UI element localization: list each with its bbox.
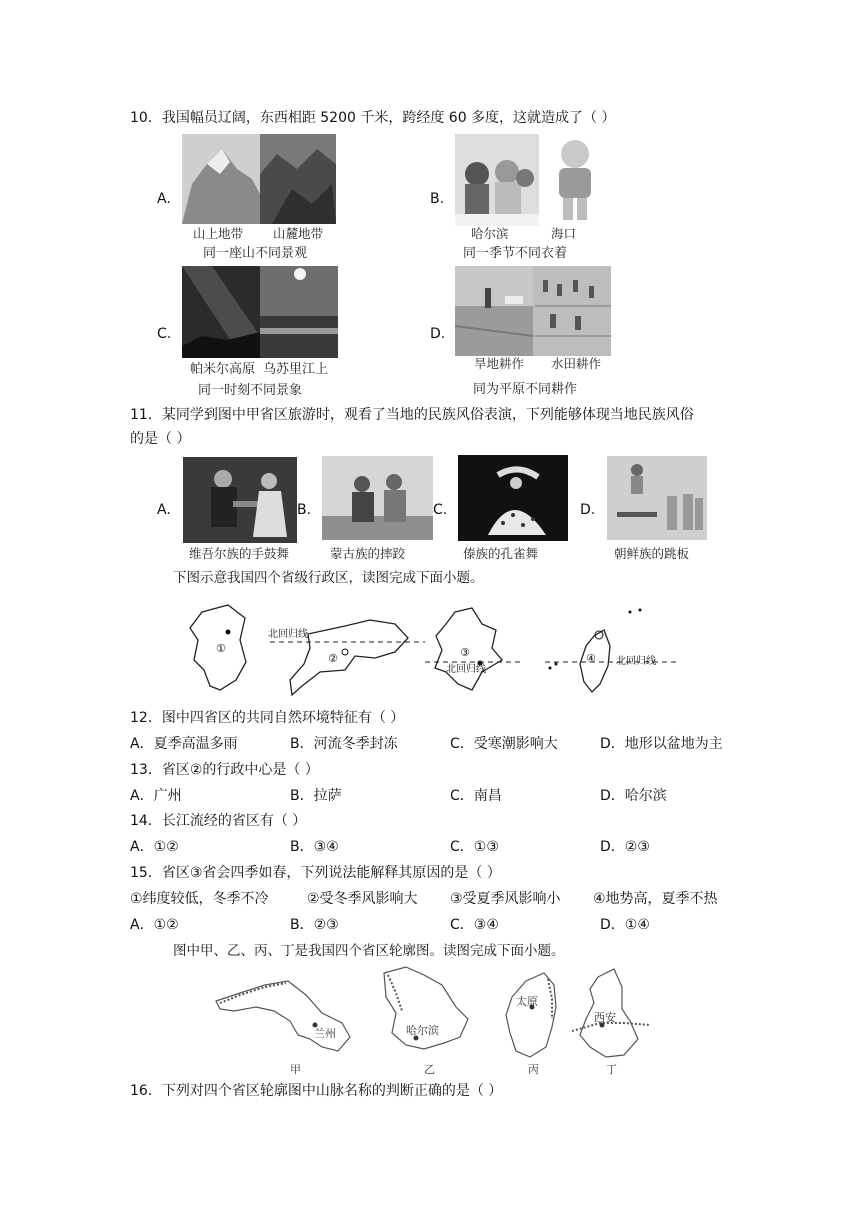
q11-option-c-letter[interactable]: C.: [433, 502, 448, 518]
map1-tropic-label-1: 北回归线: [268, 629, 308, 640]
q12-option-b[interactable]: B．河流冬季封冻: [290, 736, 398, 752]
q16-stem: 16．下列对四个省区轮廓图中山脉名称的判断正确的是（ ）: [130, 1083, 503, 1099]
intro-text-2: 图中甲、乙、丙、丁是我国四个省区轮廓图。读图完成下面小题。: [173, 943, 565, 959]
q10-option-b-letter[interactable]: B.: [430, 191, 445, 207]
q11-option-b-letter[interactable]: B.: [297, 502, 312, 518]
q10-option-a-letter[interactable]: A.: [157, 191, 171, 207]
q10-option-c-right-caption: 乌苏里江上: [263, 362, 329, 377]
q14-option-d[interactable]: D．②③: [600, 839, 650, 855]
intro-text-1: 下图示意我国四个省级行政区，读图完成下面小题。: [173, 570, 484, 586]
q13-option-d[interactable]: D．哈尔滨: [600, 788, 667, 804]
map2-letter-bing: 丙: [528, 1063, 539, 1076]
map2-city-harbin: 哈尔滨: [406, 1024, 439, 1037]
map1-marker-3: ③: [460, 646, 470, 659]
q10-option-a-right-caption: 山麓地带: [273, 226, 324, 241]
q11-stem-line1: 11．某同学到图中甲省区旅游时，观看了当地的民族风俗表演，下列能够体现当地民族风俗: [130, 407, 694, 423]
q15-option-d[interactable]: D．①④: [600, 917, 650, 933]
q10-option-c-letter[interactable]: C.: [157, 326, 172, 342]
q11-option-a-photo: [183, 457, 297, 543]
q11-option-d-photo: [607, 456, 707, 540]
q15-option-c[interactable]: C．③④: [450, 917, 499, 933]
map2-letter-yi: 乙: [424, 1063, 435, 1076]
map2-city-lanzhou: 兰州: [314, 1027, 336, 1040]
map1-marker-4: ④: [586, 652, 596, 665]
q15-statement-2: ②受冬季风影响大: [307, 891, 418, 907]
province-map-1: [180, 600, 700, 705]
q15-option-a[interactable]: A．①②: [130, 917, 179, 933]
q11-option-b-photo: [322, 456, 433, 540]
q14-stem: 14．长江流经的省区有（ ）: [130, 813, 307, 829]
q11-option-d-letter[interactable]: D.: [580, 502, 596, 518]
map1-tropic-label-3: 北回归线: [616, 656, 656, 667]
q15-statement-4: ④地势高，夏季不热: [593, 891, 718, 907]
q10-option-c-left-caption: 帕米尔高原: [190, 362, 256, 377]
q11-option-d-caption: 朝鲜族的跳板: [614, 546, 690, 561]
map2-letter-jia: 甲: [290, 1063, 301, 1076]
q10-option-c-title: 同一时刻不同景象: [198, 383, 303, 398]
q11-option-c-caption: 傣族的孔雀舞: [463, 546, 539, 561]
q10-option-d-left-caption: 旱地耕作: [474, 356, 525, 371]
map1-tropic-label-2: 北回归线: [446, 664, 486, 675]
q15-statement-3: ③受夏季风影响小: [450, 891, 561, 907]
q10-option-c-photo: [182, 266, 338, 358]
q12-stem: 12．图中四省区的共同自然环境特征有（ ）: [130, 710, 405, 726]
q12-option-c[interactable]: C．受寒潮影响大: [450, 736, 558, 752]
province-map-2: [210, 963, 660, 1078]
q14-option-b[interactable]: B．③④: [290, 839, 339, 855]
q14-option-a[interactable]: A．①②: [130, 839, 179, 855]
q13-option-b[interactable]: B．拉萨: [290, 788, 342, 804]
map2-city-xian: 西安: [594, 1011, 616, 1024]
q10-option-b-photo: [455, 134, 613, 226]
q10-option-d-title: 同为平原不同耕作: [473, 382, 578, 397]
q10-option-a-title: 同一座山不同景观: [203, 246, 308, 261]
q15-stem: 15．省区③省会四季如春，下列说法能解释其原因的是（ ）: [130, 865, 501, 881]
q11-option-a-caption: 维吾尔族的手鼓舞: [189, 546, 290, 561]
q12-option-d[interactable]: D．地形以盆地为主: [600, 736, 723, 752]
q10-stem: 10．我国幅员辽阔，东西相距 5200 千米，跨经度 60 多度，这就造成了（ ）: [130, 110, 616, 126]
q11-stem-line2: 的是（ ）: [130, 431, 191, 447]
q10-option-d-photo: [455, 266, 611, 356]
q11-option-c-photo: [458, 455, 568, 541]
q10-option-d-right-caption: 水田耕作: [551, 356, 602, 371]
q10-option-a-left-caption: 山上地带: [193, 226, 244, 241]
map1-marker-1: ①: [216, 642, 226, 655]
q13-stem: 13．省区②的行政中心是（ ）: [130, 762, 319, 778]
q10-option-b-title: 同一季节不同衣着: [463, 246, 568, 261]
map2-city-taiyuan: 太原: [516, 995, 538, 1008]
q12-option-a[interactable]: A．夏季高温多雨: [130, 736, 238, 752]
q11-option-a-letter[interactable]: A.: [157, 502, 171, 518]
q13-option-a[interactable]: A．广州: [130, 788, 182, 804]
map1-marker-2: ②: [328, 652, 338, 665]
map2-letter-ding: 丁: [606, 1063, 617, 1076]
q15-statement-1: ①纬度较低，冬季不冷: [130, 891, 269, 907]
q14-option-c[interactable]: C．①③: [450, 839, 499, 855]
q10-option-b-left-caption: 哈尔滨: [471, 226, 509, 241]
q10-option-a-photo: [182, 134, 336, 224]
q11-option-b-caption: 蒙古族的摔跤: [330, 546, 406, 561]
q15-option-b[interactable]: B．②③: [290, 917, 339, 933]
q10-option-d-letter[interactable]: D.: [430, 326, 446, 342]
q10-option-b-right-caption: 海口: [551, 226, 577, 241]
q13-option-c[interactable]: C．南昌: [450, 788, 502, 804]
